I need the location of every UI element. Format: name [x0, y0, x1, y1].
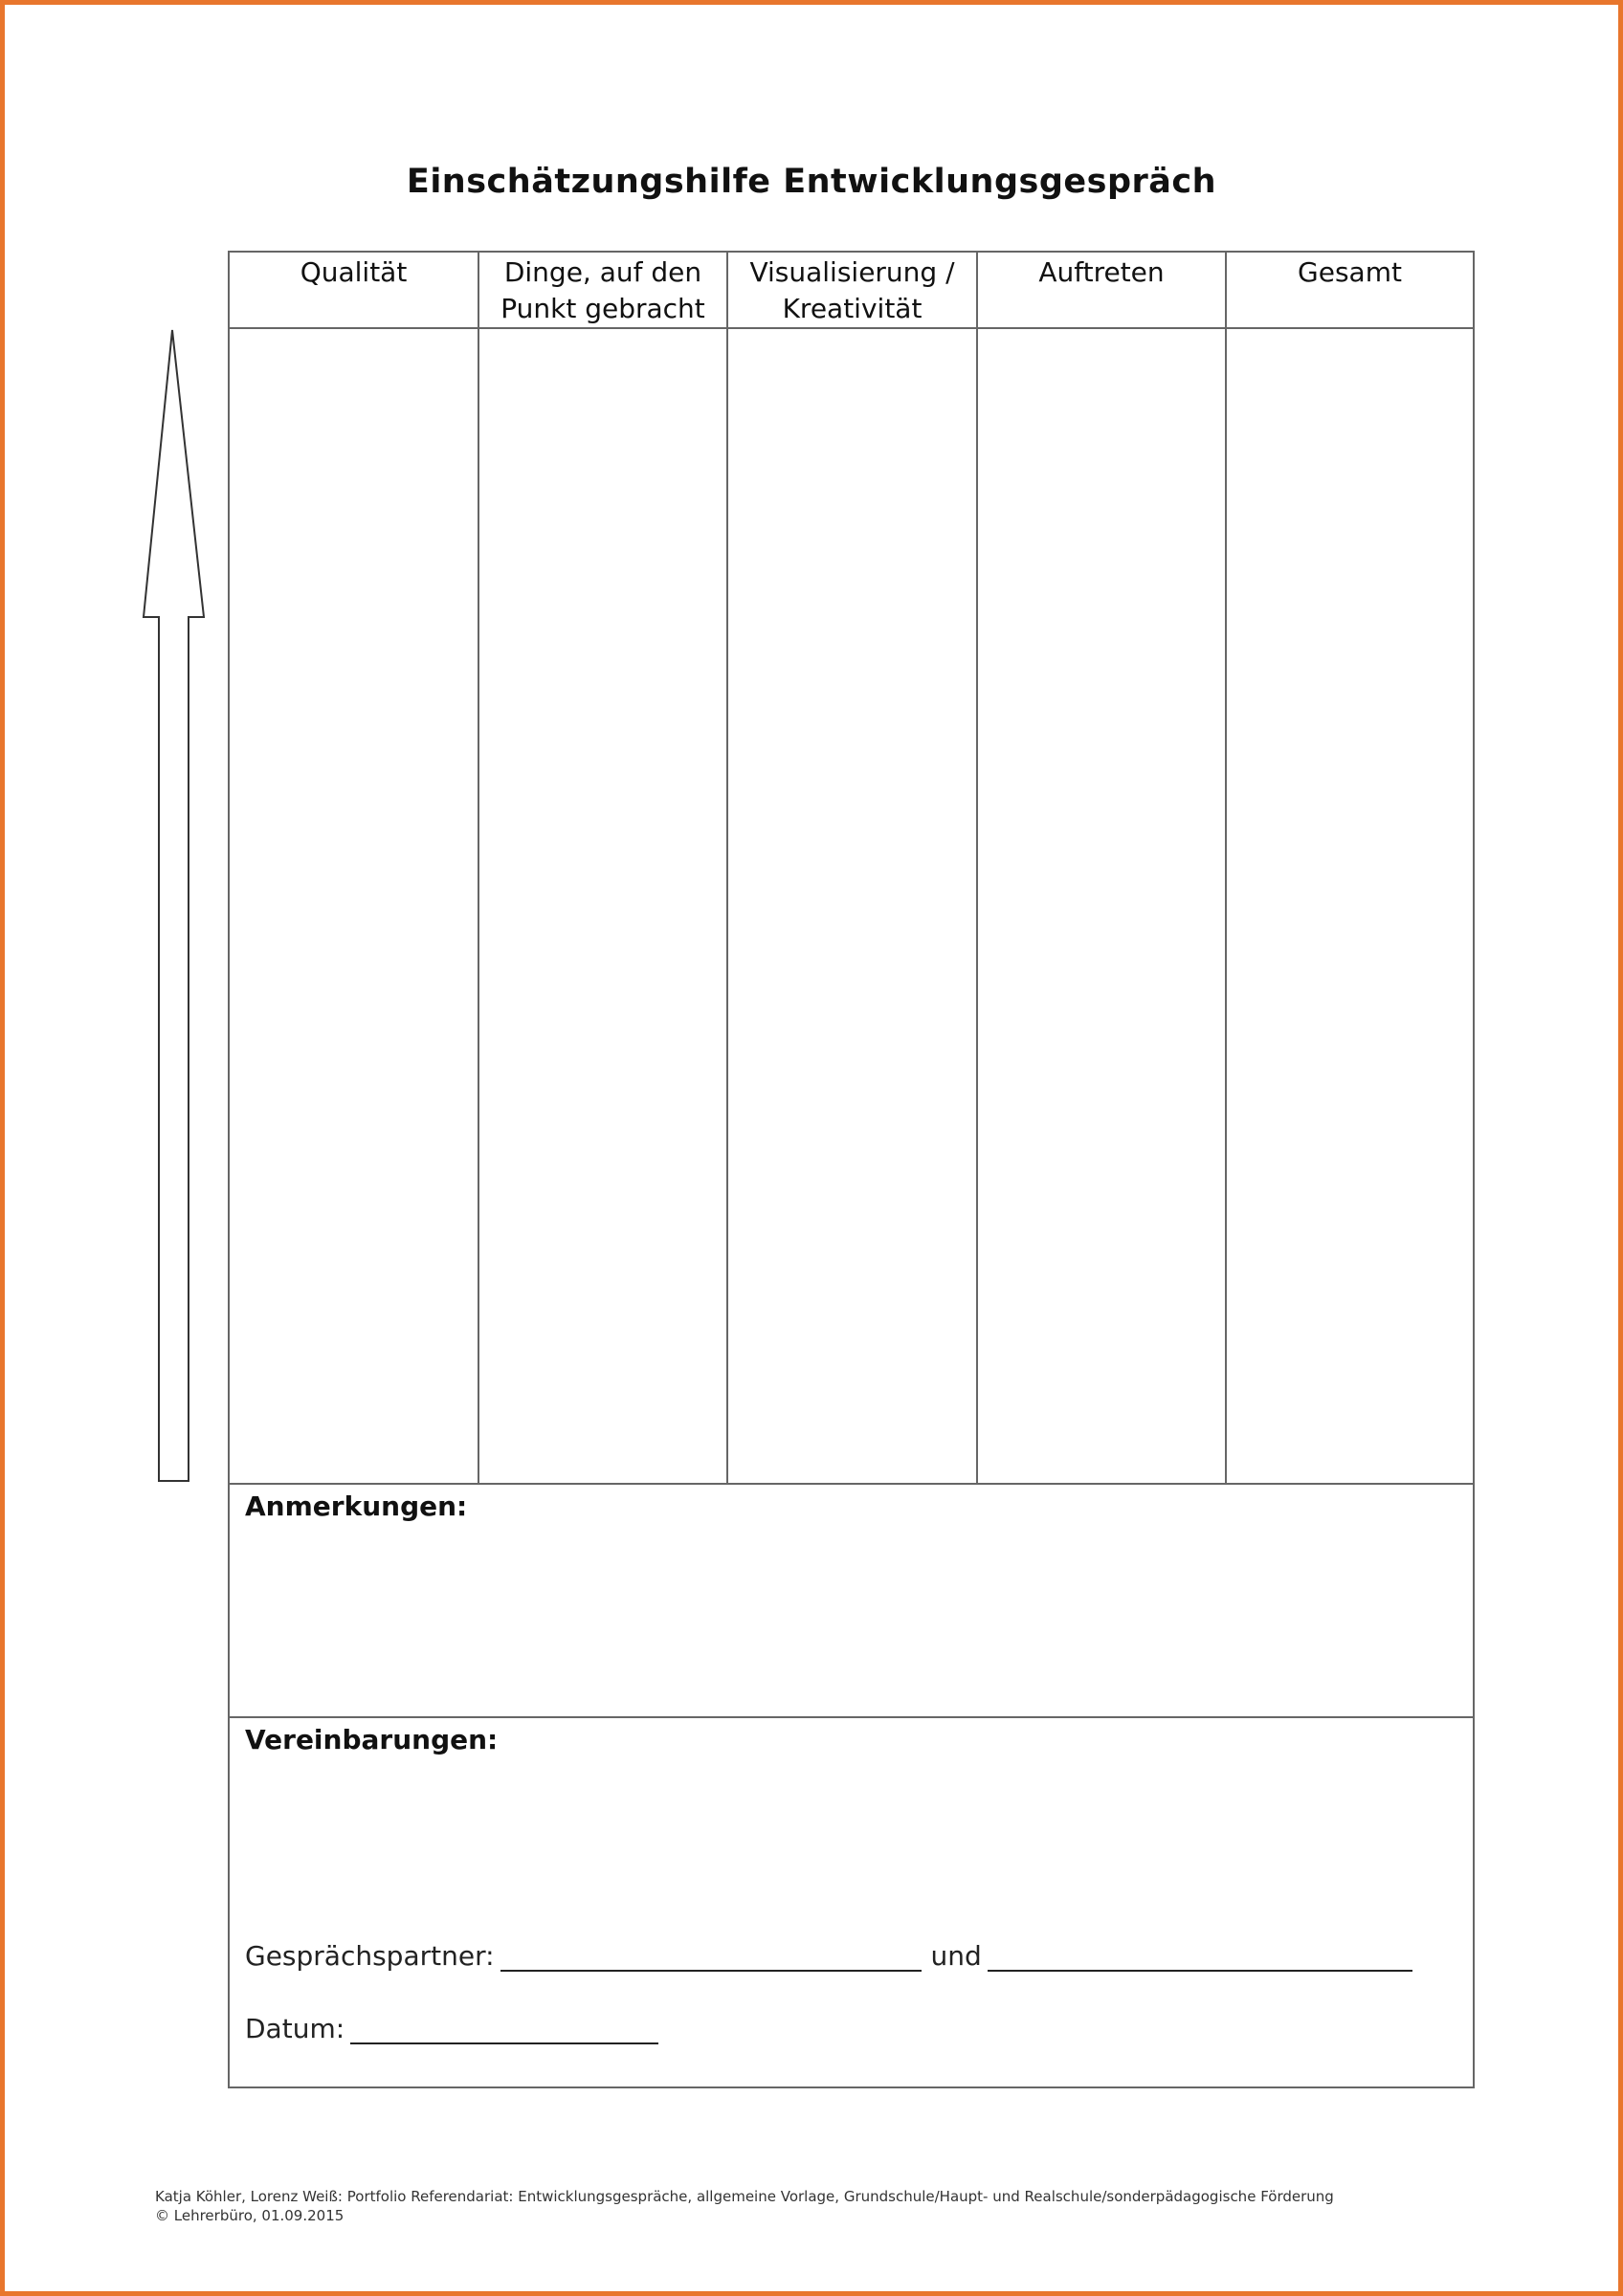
column-header: Qualität: [230, 253, 478, 329]
column-cell[interactable]: [1227, 329, 1473, 1483]
column-quality: [230, 253, 479, 1483]
column-cell[interactable]: [479, 329, 726, 1483]
column-key-points: [479, 253, 728, 1483]
page-title: Einschätzungshilfe Entwicklungsgespräch: [406, 163, 1217, 201]
column-appearance: [978, 253, 1227, 1483]
column-header: Visualisierung / Kreativität: [728, 253, 976, 329]
column-cell[interactable]: [230, 329, 478, 1483]
partner-row: [245, 1940, 1412, 1972]
remarks-label: Anmerkungen:: [245, 1490, 468, 1522]
partner-input-2[interactable]: [988, 1941, 1412, 1972]
agreements-label: Vereinbarungen:: [245, 1724, 499, 1755]
footer: [155, 2187, 1334, 2225]
agreements-section: [230, 1716, 1473, 2086]
and-label: und: [930, 1940, 982, 1972]
date-row: [245, 2013, 658, 2044]
column-cell[interactable]: [728, 329, 976, 1483]
partner-input-1[interactable]: [500, 1941, 922, 1972]
footer-credits: Katja Köhler, Lorenz Weiß: Portfolio Referendariat: Entwicklungsgespräche, allgemeine Vorlage, Grundschule/Haupt- und Realschule/sonderpädagogische Förderung: [155, 2188, 1334, 2205]
column-visualization: [728, 253, 978, 1483]
column-cell[interactable]: [978, 329, 1225, 1483]
date-label: Datum:: [245, 2013, 345, 2044]
footer-copyright: © Lehrerbüro, 01.09.2015: [155, 2207, 345, 2224]
assessment-table: [228, 251, 1475, 2088]
column-header: Dinge, auf den Punkt gebracht: [479, 253, 726, 329]
remarks-section[interactable]: [230, 1483, 1473, 1716]
partner-label: Gesprächspartner:: [245, 1940, 495, 1972]
column-total: [1227, 253, 1473, 1483]
column-header: Auftreten: [978, 253, 1225, 329]
column-header: Gesamt: [1227, 253, 1473, 329]
date-input[interactable]: [350, 2014, 658, 2044]
